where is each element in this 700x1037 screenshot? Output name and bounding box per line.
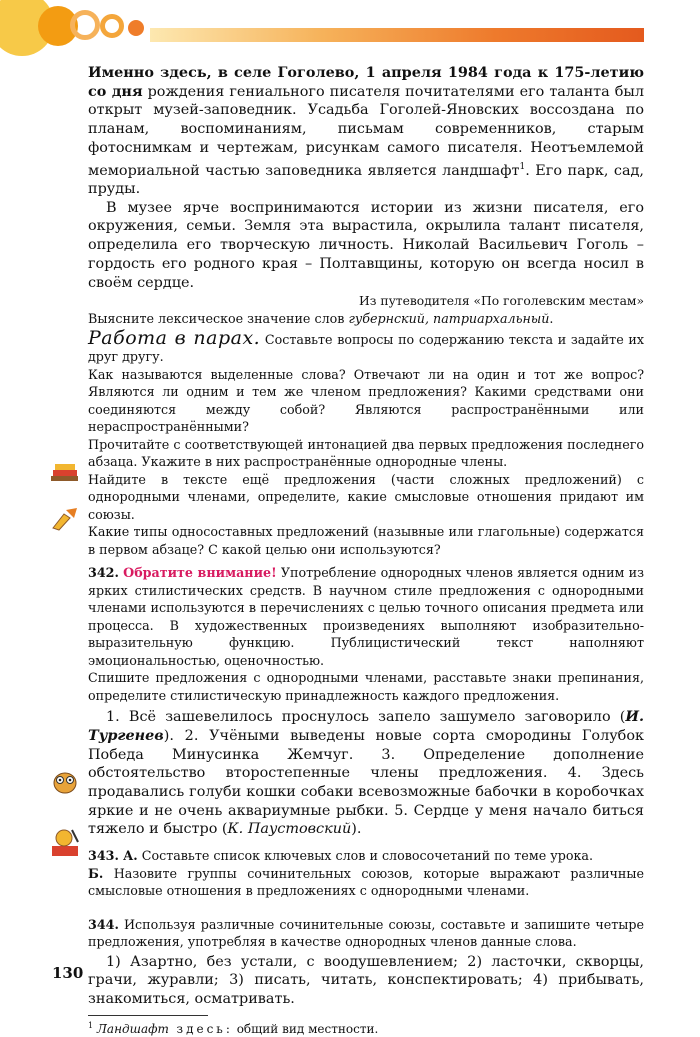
paragraph-1-end: . Его парк, сад, пруды. bbox=[88, 162, 644, 198]
paragraph-1 bbox=[88, 64, 644, 199]
exercise-344-number: 344. bbox=[88, 916, 119, 932]
exercise-342 bbox=[88, 564, 644, 669]
sentences-part-2: ). 2. Учёными выведены новые сорта смородины Голубок Победа Минусинка Жемчуг. 3. Определение дополнение обстоятельство второстепенные члены предложения. 4. Здесь продавались голуби кошки собаки всевозможные бабочки в коробочках яркие и не очень аквариумные рыбки. 5. Сердце у меня начало биться тяжело и быстро ( bbox=[88, 727, 644, 838]
pencil-writing-icon bbox=[50, 506, 80, 532]
exercise-344-text: Используя различные сочинительные союзы, составьте и запишите четыре предложения, употребляя в качестве однородных членов данные слова. bbox=[88, 916, 644, 950]
exercise-342-text: Употребление однородных членов является одним из ярких стилистических средств. В научном стиле предложения с однородными членами используются в перечислениях с целью точного описания предмета или процесса. В художественных произведениях выполняют изобразительно-выразительную функцию. Публицистический текст наполняют эмоциональностью, оценочностью. bbox=[88, 565, 644, 668]
task-lexical bbox=[88, 310, 644, 328]
footnote-number: 1 bbox=[88, 1020, 94, 1030]
task-lexical-end: . bbox=[549, 311, 554, 327]
footnote bbox=[88, 1018, 644, 1037]
task-pairs-text: Составьте вопросы по содержанию текста и задайте их друг другу. bbox=[88, 331, 644, 365]
exercise-343-b-label: Б. bbox=[88, 865, 104, 881]
task-lexical-words: губернский, патриархальный bbox=[348, 311, 550, 327]
footnote-ref: 1 bbox=[519, 161, 526, 172]
books-icon bbox=[50, 458, 80, 484]
paragraph-2: В музее ярче воспринимаются истории из жизни писателя, его окружения, семьи. Земля эта вырастила, окрылила талант писателя, определила его творческую личность. Николай Васильевич Гоголь – гордость его родного края – Полтавщины, которую он всегда носил в своём сердце. bbox=[88, 199, 644, 291]
task-question-4: Какие типы односоставных предложений (назывные или глагольные) содержатся в первом абзаце? С какой целью они используются? bbox=[88, 524, 644, 557]
exercise-342-task: Спишите предложения с однородными членами, расставьте знаки препинания, определите стилистическую принадлежность каждого предложения. bbox=[88, 670, 644, 703]
task-question-1: Как называются выделенные слова? Отвечают ли на один и тот же вопрос? Являются ли одним и тем же членом предложения? Какими средствами они соединяются между собой? Являются распространёнными или нераспространёнными? bbox=[88, 366, 644, 435]
exercise-343-a-label: А. bbox=[122, 848, 138, 864]
exercise-343-number: 343. bbox=[88, 848, 119, 864]
exercise-343-a bbox=[88, 847, 644, 865]
footnote-divider bbox=[88, 1015, 208, 1016]
sentences-part-1: 1. Всё зашевелилось проснулось запело зашумело заговорило ( bbox=[106, 709, 626, 726]
page-content bbox=[88, 64, 644, 1037]
task-lexical-text: Выясните лексическое значение слов bbox=[88, 311, 349, 327]
decor-ring-1 bbox=[70, 10, 100, 40]
footnote-text: общий вид местности. bbox=[232, 1021, 379, 1036]
exercise-344-words: 1) Азартно, без устали, с воодушевлением; 2) ласточки, скворцы, грачи, журавли; 3) писать, читать, конспектировать; 4) прибывать, знакомиться, осматривать. bbox=[88, 953, 644, 1008]
paragraph-1-text: рождения гениального писателя почитателями его таланта был открыт музей-заповедник. Усадьба Гоголей-Яновских воссоздана по планам, воспоминаниям, письмам современников, старым фотоснимкам и чертежам, рисункам самого писателя. Неотъемлемой мемориальной частью заповедника является ландшафт bbox=[88, 83, 644, 179]
exercise-344 bbox=[88, 916, 644, 951]
exercise-343-b-text: Назовите группы сочинительных союзов, которые выражают различные смысловые отношения в предложениях с однородными членами. bbox=[88, 865, 644, 899]
page-number: 130 bbox=[52, 964, 84, 982]
paragraph-1-bold: Именно здесь, в селе Гоголево, 1 апреля 1984 года к 175-летию со дня bbox=[88, 64, 644, 100]
exercise-342-number: 342. bbox=[88, 565, 119, 581]
writing-character-icon bbox=[50, 826, 80, 860]
task-pairs-title: Работа в парах. bbox=[88, 326, 261, 349]
decor-ring-2 bbox=[100, 14, 124, 38]
exercise-342-sentences bbox=[88, 708, 644, 839]
footnote-term: Ландшафт bbox=[96, 1021, 169, 1036]
author-turgenev: И. Тургенев bbox=[88, 708, 644, 744]
author-paustovsky: К. Паустовский bbox=[227, 821, 352, 838]
attention-label: Обратите внимание! bbox=[123, 565, 277, 581]
owl-icon bbox=[50, 768, 80, 794]
header-bar bbox=[150, 28, 644, 42]
exercise-343-b bbox=[88, 865, 644, 900]
source-citation: Из путеводителя «По гоголевским местам» bbox=[359, 294, 644, 309]
sentences-part-3: ). bbox=[351, 821, 362, 838]
task-question-3: Найдите в тексте ещё предложения (части сложных предложений) с однородными членами, определите, какие смысловые отношения придают им союзы. bbox=[88, 471, 644, 522]
footnote-label: здесь: bbox=[176, 1021, 233, 1036]
decor-circle-small bbox=[128, 20, 144, 36]
task-pairs bbox=[88, 326, 644, 366]
task-question-2: Прочитайте с соответствующей интонацией два первых предложения последнего абзаца. Укажите в них распространённые однородные члены. bbox=[88, 436, 644, 470]
exercise-343-a-text: Составьте список ключевых слов и словосочетаний по теме урока. bbox=[137, 848, 593, 864]
